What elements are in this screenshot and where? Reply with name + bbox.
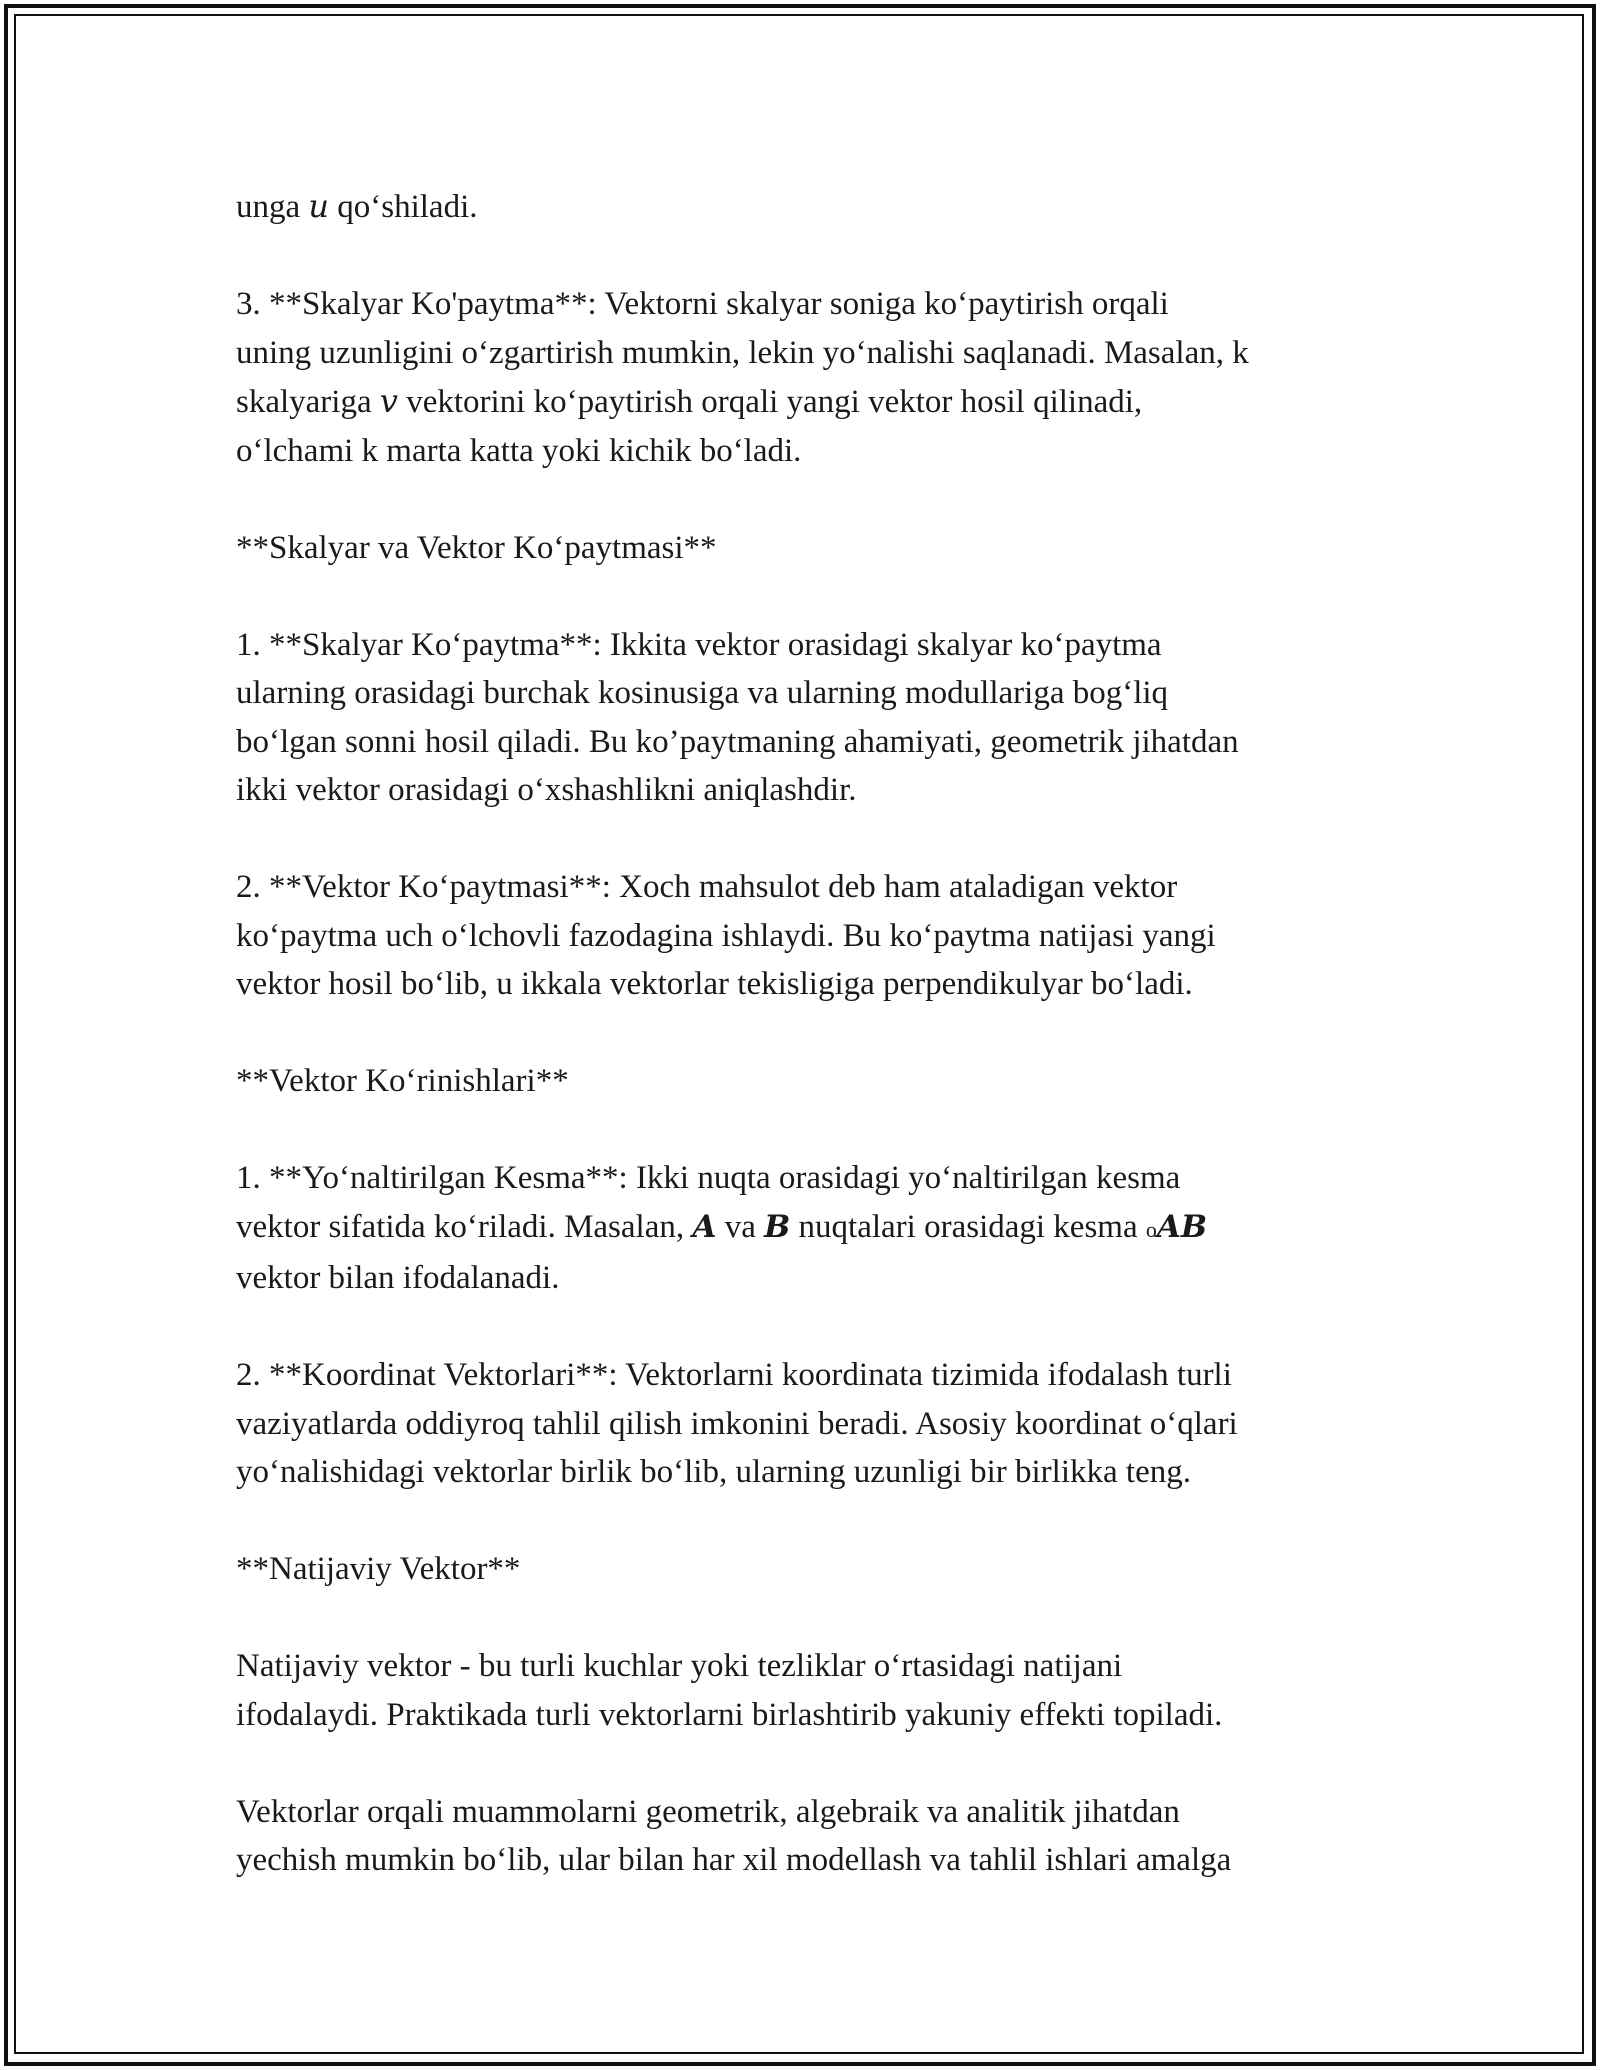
text-line: ikki vektor orasidagi o‘xshashlikni aniqlashdir. bbox=[236, 772, 857, 808]
text-run: qo‘shiladi. bbox=[329, 189, 478, 225]
text-line: 1. **Yo‘naltirilgan Kesma**: Ikki nuqta orasidagi yo‘naltirilgan kesma bbox=[236, 1160, 1181, 1196]
text-run: vektor sifatida ko‘riladi. Masalan, bbox=[236, 1208, 693, 1245]
text-line: 1. **Skalyar Ko‘paytma**: Ikkita vektor orasidagi skalyar ko‘paytma bbox=[236, 626, 1162, 663]
text-line: Vektorlar orqali muammolarni geometrik, algebraik va analitik jihatdan bbox=[236, 1793, 1180, 1830]
text-line: 3. **Skalyar Ko'paytma**: Vektorni skalyar soniga ko‘paytirish orqali bbox=[236, 286, 1169, 322]
text-line: ularning orasidagi burchak kosinusiga va ularning modullariga bog‘liq bbox=[236, 675, 1169, 711]
math-variable-v: v bbox=[379, 382, 398, 420]
text-line bbox=[236, 182, 1376, 232]
text-run: vektorini ko‘paytirish orqali yangi vektor hosil qilinadi, bbox=[397, 384, 1143, 420]
section-heading bbox=[236, 1057, 1376, 1106]
section-heading bbox=[236, 1545, 1376, 1594]
paragraph-dot-product bbox=[236, 621, 1376, 815]
text-run: skalyariga bbox=[236, 384, 380, 420]
math-point-b: B bbox=[764, 1208, 791, 1245]
text-line: vektor hosil bo‘lib, u ikkala vektorlar tekisligiga perpendikulyar bo‘ladi. bbox=[236, 966, 1193, 1002]
text-line bbox=[236, 1203, 1376, 1255]
text-line: 2. **Koordinat Vektorlari**: Vektorlarni koordinata tizimida ifodalash turli bbox=[236, 1357, 1232, 1393]
text-run: nuqtalari orasidagi kesma bbox=[790, 1208, 1146, 1245]
text-line: vaziyatlarda oddiyroq tahlil qilish imkonini beradi. Asosiy koordinat o‘qlari bbox=[236, 1405, 1238, 1442]
text-line: yechish mumkin bo‘lib, ular bilan har xil modellash va tahlil ishlari amalga bbox=[236, 1842, 1232, 1878]
text-line: bo‘lgan sonni hosil qiladi. Bu ko’paytmaning ahamiyati, geometrik jihatdan bbox=[236, 723, 1239, 760]
heading-text: **Skalyar va Vektor Ko‘paytmasi** bbox=[236, 529, 717, 566]
text-line: yo‘nalishidagi vektorlar birlik bo‘lib, ularning uzunligi bir birlikka teng. bbox=[236, 1454, 1191, 1490]
math-point-a: A bbox=[692, 1208, 717, 1245]
math-overline-mark: o bbox=[1145, 1216, 1157, 1242]
text-run: va bbox=[716, 1208, 765, 1245]
paragraph-scalar-multiplication bbox=[236, 280, 1376, 475]
paragraph-conclusion bbox=[236, 1788, 1376, 1885]
text-line: 2. **Vektor Ko‘paytmasi**: Xoch mahsulot deb ham ataladigan vektor bbox=[236, 869, 1178, 905]
paragraph-cross-product bbox=[236, 863, 1376, 1009]
math-variable-u: u bbox=[308, 187, 330, 225]
text-line: ifodalaydi. Praktikada turli vektorlarni birlashtirib yakuniy effekti topiladi. bbox=[236, 1696, 1223, 1733]
text-line: uning uzunligini o‘zgartirish mumkin, lekin yo‘nalishi saqlanadi. Masalan, k bbox=[236, 334, 1249, 371]
heading-text: **Natijaviy Vektor** bbox=[236, 1551, 521, 1587]
paragraph-coordinate-vectors bbox=[236, 1351, 1376, 1497]
text-line bbox=[236, 377, 1376, 427]
text-line: vektor bilan ifodalanadi. bbox=[236, 1260, 560, 1296]
paragraph-continuation bbox=[236, 182, 1376, 232]
paragraph-resultant-vector bbox=[236, 1642, 1376, 1739]
section-heading bbox=[236, 524, 1376, 573]
text-run: unga bbox=[236, 189, 309, 225]
heading-text: **Vektor Ko‘rinishlari** bbox=[236, 1063, 569, 1099]
math-segment-ab: AB bbox=[1156, 1208, 1208, 1245]
document-body bbox=[236, 182, 1376, 1933]
text-line: ko‘paytma uch o‘lchovli fazodagina ishlaydi. Bu ko‘paytma natijasi yangi bbox=[236, 917, 1216, 954]
paragraph-directed-segment bbox=[236, 1154, 1376, 1303]
text-line: Natijaviy vektor - bu turli kuchlar yoki tezliklar o‘rtasidagi natijani bbox=[236, 1648, 1123, 1684]
text-line: o‘lchami k marta katta yoki kichik bo‘ladi. bbox=[236, 432, 802, 469]
